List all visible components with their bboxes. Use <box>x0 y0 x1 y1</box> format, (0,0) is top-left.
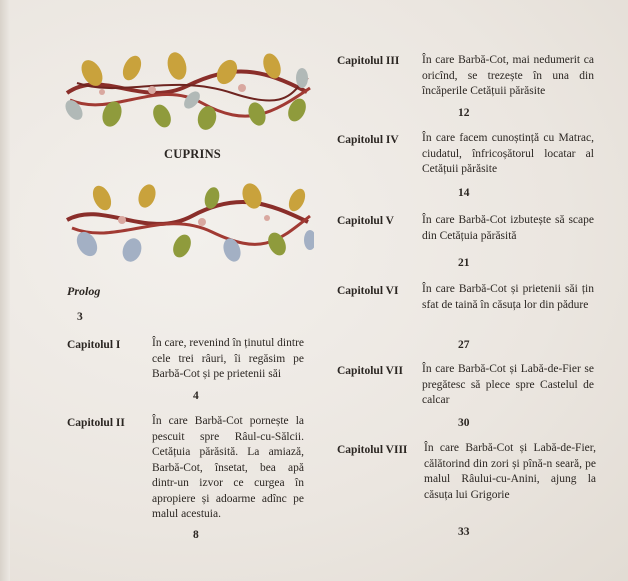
chapter-1-description: În care, revenind în ținutul dintre cele trei râuri, îi regăsim pe Barbă-Cot și pe prietenii săi <box>152 337 305 380</box>
chapter-6-description: În care Barbă-Cot și prietenii săi țin sfat de taină în căsuța lor din pădure <box>422 283 594 311</box>
chapter-8-description: În care Barbă-Cot și Labă-de-Fier, călătorind din zori și pînă-n seară, pe malul Râului-cu-Anini, ajung la căsuța lui Grigorie <box>424 442 596 501</box>
chapter-2-label: Capitolul II <box>67 417 125 429</box>
page-fold <box>0 0 10 581</box>
chapter-2-description: În care Barbă-Cot pornește la pescuit spre Râul-cu-Sălcii. Cetățuia părăsită. La amiază, Barbă-Cot, însetat, bea apă dintr-un izvor ce curgea în apropiere și adoarme adînc pe malul acestuia. <box>152 415 304 520</box>
chapter-1-page-number: 4 <box>193 390 199 402</box>
chapter-3-page-number: 12 <box>458 107 470 119</box>
chapter-1-label: Capitolul I <box>67 339 121 351</box>
page-title: CUPRINS <box>164 147 221 161</box>
prolog-label: Prolog <box>67 284 101 298</box>
chapter-7-label: Capitolul VII <box>337 365 403 377</box>
chapter-5-label: Capitolul V <box>337 215 394 227</box>
chapter-5-page-number: 21 <box>458 257 470 269</box>
chapter-7-description: În care Barbă-Cot și Labă-de-Fier se pregătesc să plece spre Castelul de calcar <box>422 363 594 406</box>
chapter-4-label: Capitolul IV <box>337 134 399 146</box>
vine-ornament-bottom <box>62 180 314 266</box>
chapter-6-page-number: 27 <box>458 339 470 351</box>
chapter-8-page-number: 33 <box>458 526 470 538</box>
chapter-5-description: În care Barbă-Cot izbutește să scape din Cetățuia părăsită <box>422 214 594 242</box>
chapter-7-page-number: 30 <box>458 417 470 429</box>
chapter-6-label: Capitolul VI <box>337 285 399 297</box>
chapter-8-label: Capitolul VIII <box>337 444 408 456</box>
chapter-2-page-number: 8 <box>193 529 199 541</box>
vine-ornament-top <box>62 48 314 132</box>
chapter-4-description: În care facem cunoștință cu Matrac, ciudatul, înfricoșătorul locatar al Cetățuii părăsite <box>422 132 594 175</box>
prolog-page-number: 3 <box>77 311 83 323</box>
chapter-3-description: În care Barbă-Cot, mai nedumerit ca oricînd, se trezește în una din încăperile Cetățuii părăsite <box>422 54 594 97</box>
chapter-4-page-number: 14 <box>458 187 470 199</box>
chapter-3-label: Capitolul III <box>337 55 400 67</box>
